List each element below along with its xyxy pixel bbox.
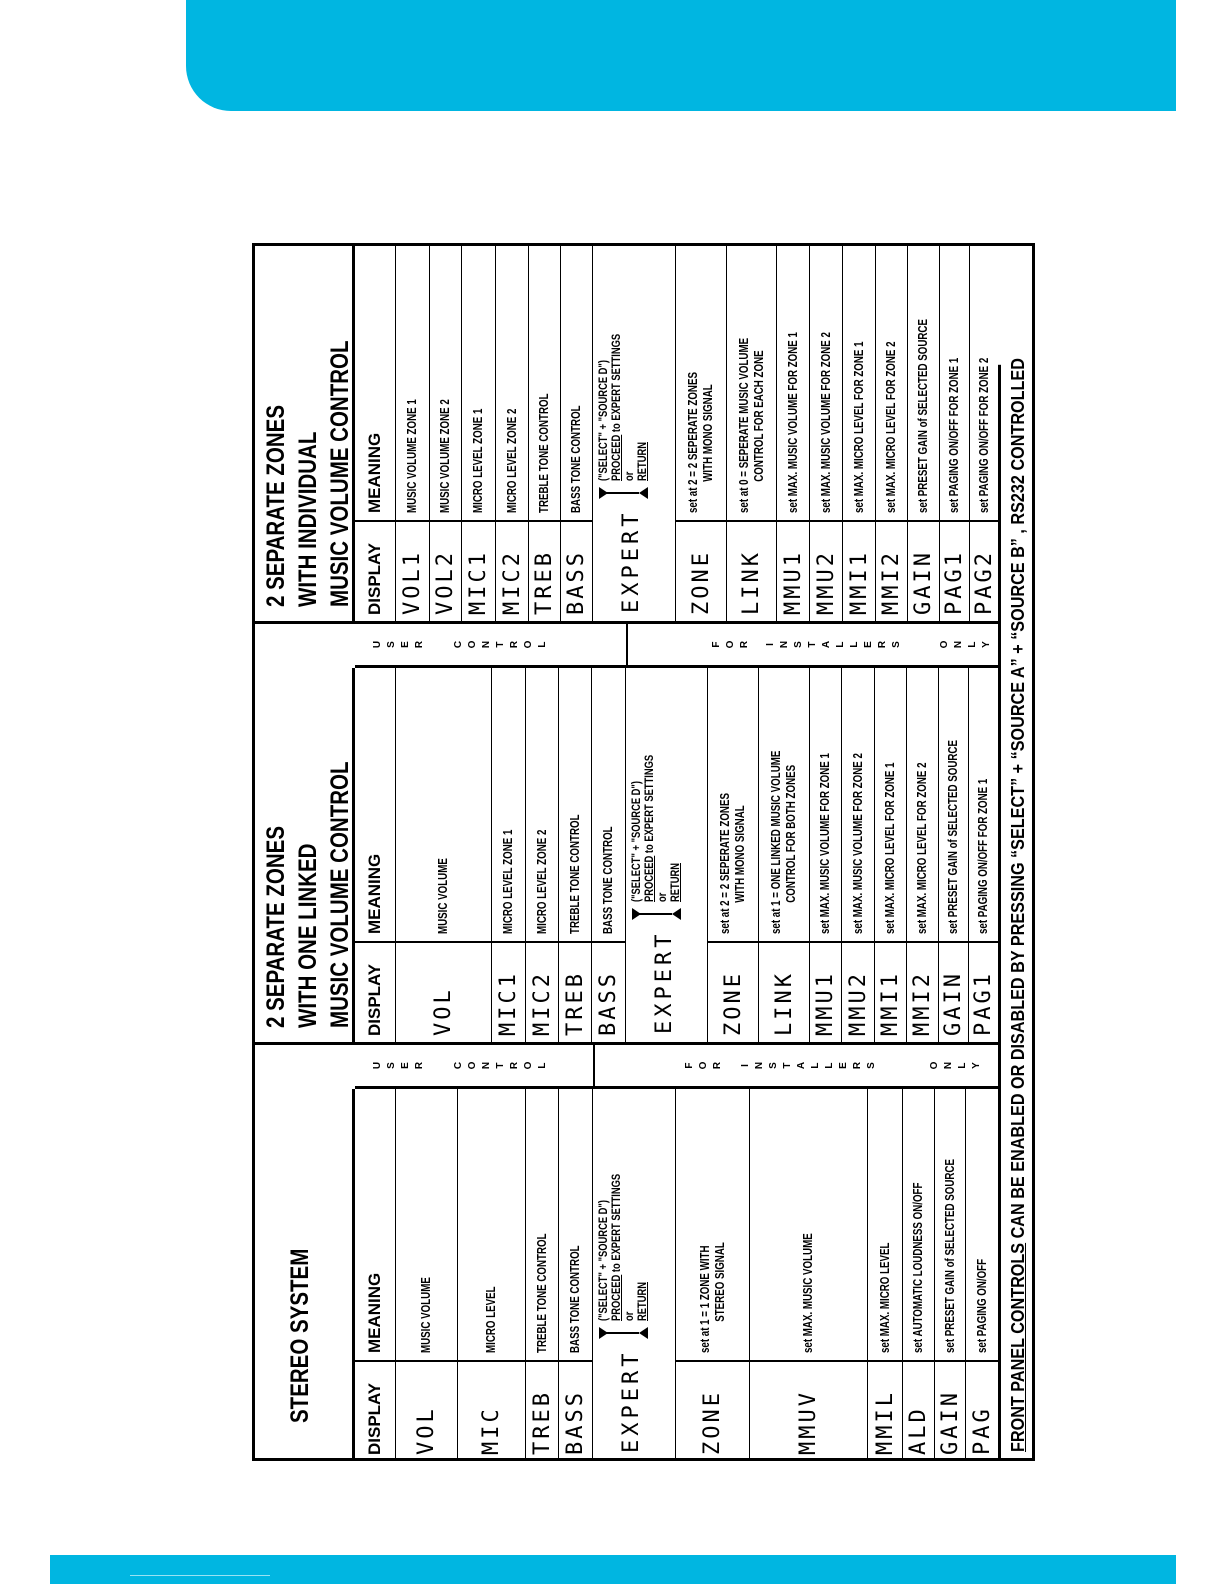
display-code: MIC2 bbox=[496, 520, 528, 621]
table-row bbox=[396, 243, 430, 621]
meaning-text: set PRESET GAIN of SELECTED SOURCE bbox=[942, 1159, 957, 1353]
expert-row bbox=[593, 1089, 676, 1461]
display-code: EXPERT bbox=[619, 509, 644, 613]
side-label-for: F O R bbox=[684, 1061, 723, 1070]
arrow-up-icon bbox=[639, 487, 648, 499]
meaning-line-1: set at 1 = ONE LINKED MUSIC VOLUME bbox=[769, 750, 783, 934]
table-row bbox=[727, 243, 777, 621]
header-row bbox=[355, 668, 396, 1042]
meaning-text: set PRESET GAIN of SELECTED SOURCE bbox=[946, 740, 960, 934]
table-row bbox=[875, 668, 907, 1042]
table-row bbox=[396, 1089, 458, 1461]
meaning-text: set PRESET GAIN of SELECTED SOURCE bbox=[916, 319, 930, 513]
display-code: TREB bbox=[526, 1360, 558, 1461]
display-code: MIC2 bbox=[526, 941, 558, 1042]
table-row bbox=[907, 668, 939, 1042]
arrow-up-icon bbox=[672, 908, 681, 920]
display-code: ZONE bbox=[676, 520, 726, 621]
meaning-text: MUSIC VOLUME bbox=[419, 1277, 433, 1353]
meaning-header: MEANING bbox=[365, 853, 384, 934]
footer-underlined: FRONT PANEL CONTROLS bbox=[1008, 1242, 1028, 1452]
display-code: MMIL bbox=[868, 1360, 902, 1461]
side-label-for: F O R bbox=[711, 640, 750, 649]
individual-title: 2 SEPARATE ZONES WITH INDIVIDUAL MUSIC VOLUME CONTROL bbox=[262, 340, 354, 607]
arrow-line bbox=[638, 913, 672, 915]
display-code: MMI2 bbox=[876, 520, 907, 621]
table-row bbox=[559, 668, 592, 1042]
proceed-text: PROCEED bbox=[609, 434, 623, 481]
meaning-text: TREBLE TONE CONTROL bbox=[537, 393, 551, 513]
meaning-text: set MAX. MICRO LEVEL FOR ZONE 1 bbox=[851, 341, 866, 513]
display-code: LINK bbox=[759, 941, 809, 1042]
meaning-text: TREBLE TONE CONTROL bbox=[534, 1233, 549, 1353]
meaning-text: set PAGING ON/OFF FOR ZONE 1 bbox=[947, 357, 961, 513]
table-row bbox=[935, 1089, 966, 1461]
display-code: TREB bbox=[529, 520, 560, 621]
table-row bbox=[810, 243, 843, 621]
combo-text: ("SELECT" + "SOURCE D") bbox=[596, 1200, 610, 1321]
table-row bbox=[759, 668, 810, 1042]
display-code: ZONE bbox=[676, 1360, 749, 1461]
table-row bbox=[970, 243, 998, 621]
header-row bbox=[355, 243, 396, 621]
meaning-text: MICRO LEVEL bbox=[484, 1286, 498, 1353]
display-code: PAG1 bbox=[969, 941, 998, 1042]
meaning-text: set PAGING ON/OFF bbox=[974, 1258, 989, 1353]
display-code: MMI1 bbox=[843, 520, 875, 621]
meaning-text: set AUTOMATIC LOUDNESS ON/OFF bbox=[911, 1182, 925, 1353]
display-code: VOL bbox=[396, 941, 491, 1042]
or-text: or bbox=[622, 471, 636, 481]
side-label-control: C O N T R O L bbox=[453, 640, 548, 649]
table-footer-note bbox=[998, 358, 1035, 1461]
meaning-line-2: CONTROL FOR BOTH ZONES bbox=[784, 764, 798, 903]
strip-divider bbox=[626, 624, 628, 665]
meaning-text bbox=[698, 1242, 728, 1353]
meaning-text: set MAX. MUSIC VOLUME FOR ZONE 2 bbox=[818, 332, 833, 513]
meaning-text: MUSIC VOLUME ZONE 1 bbox=[405, 399, 419, 513]
side-label-only: O N L Y bbox=[929, 1061, 982, 1070]
table-row bbox=[903, 1089, 935, 1461]
side-label-installers: I N S T A L L E R S bbox=[765, 640, 902, 649]
table-row bbox=[940, 243, 970, 621]
footer-rule bbox=[130, 1575, 270, 1576]
settings-table bbox=[252, 243, 1035, 1461]
display-code: PAG1 bbox=[940, 520, 969, 621]
meaning-line-2: WITH MONO SIGNAL bbox=[733, 805, 747, 903]
display-code: BASS bbox=[559, 1360, 592, 1461]
meaning-line-1: set at 0 = SEPERATE MUSIC VOLUME bbox=[736, 337, 751, 513]
display-code: GAIN bbox=[939, 941, 968, 1042]
proceed-rest: to EXPERT SETTINGS bbox=[609, 1173, 623, 1275]
meaning-text: set MAX. MUSIC VOLUME FOR ZONE 1 bbox=[785, 332, 800, 513]
table-row bbox=[462, 243, 496, 621]
proceed-rest: to EXPERT SETTINGS bbox=[642, 754, 656, 856]
display-code: MMU1 bbox=[777, 520, 809, 621]
stereo-title: STEREO SYSTEM bbox=[286, 1248, 314, 1423]
meaning-line-2: WITH MONO SIGNAL bbox=[701, 384, 715, 482]
header-color-band bbox=[186, 0, 1176, 111]
meaning-text bbox=[686, 372, 716, 513]
meaning-line-2: CONTROL FOR EACH ZONE bbox=[751, 350, 766, 482]
side-label-strip bbox=[355, 1045, 998, 1089]
table-row bbox=[939, 668, 969, 1042]
meaning-header: MEANING bbox=[365, 1272, 384, 1353]
table-row bbox=[843, 243, 876, 621]
side-label-installers: I N S T A L L E R S bbox=[740, 1061, 877, 1070]
meaning-text: set MAX. MUSIC VOLUME FOR ZONE 2 bbox=[850, 753, 865, 934]
meaning-text: set PAGING ON/OFF FOR ZONE 1 bbox=[976, 778, 990, 934]
table-row bbox=[969, 668, 998, 1042]
display-code: TREB bbox=[559, 941, 591, 1042]
meaning-text: MUSIC VOLUME ZONE 2 bbox=[438, 399, 452, 513]
strip-divider bbox=[593, 1045, 595, 1086]
display-header: DISPLAY bbox=[355, 1360, 395, 1461]
display-code: MMI2 bbox=[907, 941, 938, 1042]
meaning-text: set MAX. MUSIC VOLUME bbox=[801, 1233, 815, 1353]
meaning-line-1: set at 2 = 2 SEPERATE ZONES bbox=[686, 372, 700, 513]
display-code: VOL2 bbox=[430, 520, 461, 621]
section-title bbox=[252, 243, 355, 621]
display-code: LINK bbox=[727, 520, 776, 621]
table-row bbox=[526, 1089, 559, 1461]
meaning-text: set MAX. MICRO LEVEL FOR ZONE 2 bbox=[915, 762, 929, 934]
meaning-header: MEANING bbox=[365, 432, 384, 513]
table-row bbox=[876, 243, 908, 621]
display-code: MMU2 bbox=[842, 941, 874, 1042]
meaning-text: MICRO LEVEL ZONE 1 bbox=[501, 829, 515, 934]
side-label-only: O N L Y bbox=[939, 640, 992, 649]
display-code: MIC bbox=[458, 1360, 525, 1461]
or-text: or bbox=[622, 1311, 636, 1321]
display-code: MMU1 bbox=[810, 941, 841, 1042]
section-title bbox=[252, 1089, 355, 1461]
arrow-line bbox=[605, 492, 639, 494]
display-code: GAIN bbox=[935, 1360, 965, 1461]
expert-row bbox=[626, 668, 708, 1042]
table-row bbox=[810, 668, 842, 1042]
meaning-text: TREBLE TONE CONTROL bbox=[567, 814, 582, 934]
arrow-line bbox=[605, 1332, 639, 1334]
meaning-text: set MAX. MICRO LEVEL FOR ZONE 1 bbox=[883, 762, 897, 934]
table-row bbox=[458, 1089, 526, 1461]
linked-title: 2 SEPARATE ZONES WITH ONE LINKED MUSIC VOLUME CONTROL bbox=[262, 761, 354, 1028]
display-code: MIC1 bbox=[492, 941, 525, 1042]
side-label-strip bbox=[355, 624, 998, 668]
table-row bbox=[526, 668, 559, 1042]
arrow-up-icon bbox=[639, 1327, 648, 1339]
display-code: MMUV bbox=[750, 1360, 867, 1461]
meaning-line-1: set at 1 = 1 ZONE WITH bbox=[697, 1245, 712, 1353]
table-row bbox=[750, 1089, 868, 1461]
display-code: EXPERT bbox=[619, 1349, 644, 1453]
side-label-user: U S E R bbox=[372, 640, 425, 649]
table-row bbox=[561, 243, 593, 621]
meaning-text: set PAGING ON/OFF FOR ZONE 2 bbox=[976, 357, 991, 513]
header-row bbox=[355, 1089, 396, 1461]
meaning-text: BASS TONE CONTROL bbox=[601, 826, 615, 934]
meaning-text: MICRO LEVEL ZONE 1 bbox=[471, 408, 485, 513]
table-row bbox=[396, 668, 492, 1042]
or-text: or bbox=[655, 892, 669, 902]
meaning-text: BASS TONE CONTROL bbox=[568, 1245, 582, 1353]
combo-text: ("SELECT" + "SOURCE D") bbox=[629, 781, 643, 902]
table-row bbox=[777, 243, 810, 621]
expert-note bbox=[630, 755, 682, 902]
return-text: RETURN bbox=[635, 1282, 649, 1321]
table-row bbox=[559, 1089, 593, 1461]
display-code: MMU2 bbox=[810, 520, 842, 621]
side-label-user: U S E R bbox=[372, 1061, 425, 1070]
table-row bbox=[908, 243, 940, 621]
footer-rest: CAN BE ENABLED OR DISABLED BY PRESSING “SELECT” + “SOURCE A” + “SOURCE B” , RS232 CONTROLLED bbox=[1008, 358, 1028, 1243]
return-text: RETURN bbox=[668, 863, 682, 902]
table-row bbox=[592, 668, 626, 1042]
meaning-text bbox=[737, 338, 767, 513]
display-code: ALD bbox=[903, 1360, 934, 1461]
section-stereo bbox=[252, 1089, 998, 1461]
display-code: BASS bbox=[592, 941, 625, 1042]
meaning-text: MICRO LEVEL ZONE 2 bbox=[534, 829, 549, 934]
meaning-line-1: set at 2 = 2 SEPERATE ZONES bbox=[718, 793, 732, 934]
table-row bbox=[708, 668, 759, 1042]
table-row bbox=[496, 243, 529, 621]
meaning-text: set MAX. MICRO LEVEL bbox=[877, 1242, 892, 1353]
display-code: PAG bbox=[966, 1360, 998, 1461]
table-row bbox=[430, 243, 462, 621]
table-row bbox=[492, 668, 526, 1042]
table-row bbox=[966, 1089, 998, 1461]
section-title bbox=[252, 668, 355, 1042]
display-code: GAIN bbox=[908, 520, 939, 621]
meaning-line-2: STEREO SIGNAL bbox=[712, 1242, 727, 1322]
expert-note bbox=[597, 1174, 649, 1321]
proceed-rest: to EXPERT SETTINGS bbox=[609, 333, 623, 435]
section-individual bbox=[252, 243, 998, 624]
display-code: ZONE bbox=[708, 941, 758, 1042]
meaning-text: BASS TONE CONTROL bbox=[569, 405, 583, 513]
combo-text: ("SELECT" + "SOURCE D") bbox=[596, 360, 610, 481]
display-code: VOL1 bbox=[396, 520, 429, 621]
return-text: RETURN bbox=[635, 442, 649, 481]
section-linked bbox=[252, 668, 998, 1045]
display-header: DISPLAY bbox=[355, 520, 395, 621]
proceed-text: PROCEED bbox=[609, 1274, 623, 1321]
expert-note bbox=[597, 334, 649, 481]
footer-color-band bbox=[50, 1555, 1176, 1584]
meaning-text: MICRO LEVEL ZONE 2 bbox=[504, 408, 519, 513]
table-row bbox=[676, 243, 727, 621]
proceed-text: PROCEED bbox=[642, 855, 656, 902]
table-row bbox=[842, 668, 875, 1042]
meaning-text: MUSIC VOLUME bbox=[436, 858, 450, 934]
meaning-text bbox=[769, 751, 799, 934]
meaning-text: set MAX. MICRO LEVEL FOR ZONE 2 bbox=[884, 341, 898, 513]
display-code: VOL bbox=[396, 1360, 457, 1461]
display-code: EXPERT bbox=[652, 930, 677, 1034]
meaning-text bbox=[718, 793, 748, 934]
display-code: BASS bbox=[561, 520, 592, 621]
side-label-control: C O N T R O L bbox=[453, 1061, 548, 1070]
display-code: MIC1 bbox=[462, 520, 495, 621]
display-code: PAG2 bbox=[970, 520, 998, 621]
expert-row bbox=[593, 243, 676, 621]
table-row bbox=[529, 243, 561, 621]
display-header: DISPLAY bbox=[355, 941, 395, 1042]
meaning-text: set MAX. MUSIC VOLUME FOR ZONE 1 bbox=[818, 753, 832, 934]
table-row bbox=[868, 1089, 903, 1461]
table-row bbox=[676, 1089, 750, 1461]
display-code: MMI1 bbox=[875, 941, 906, 1042]
